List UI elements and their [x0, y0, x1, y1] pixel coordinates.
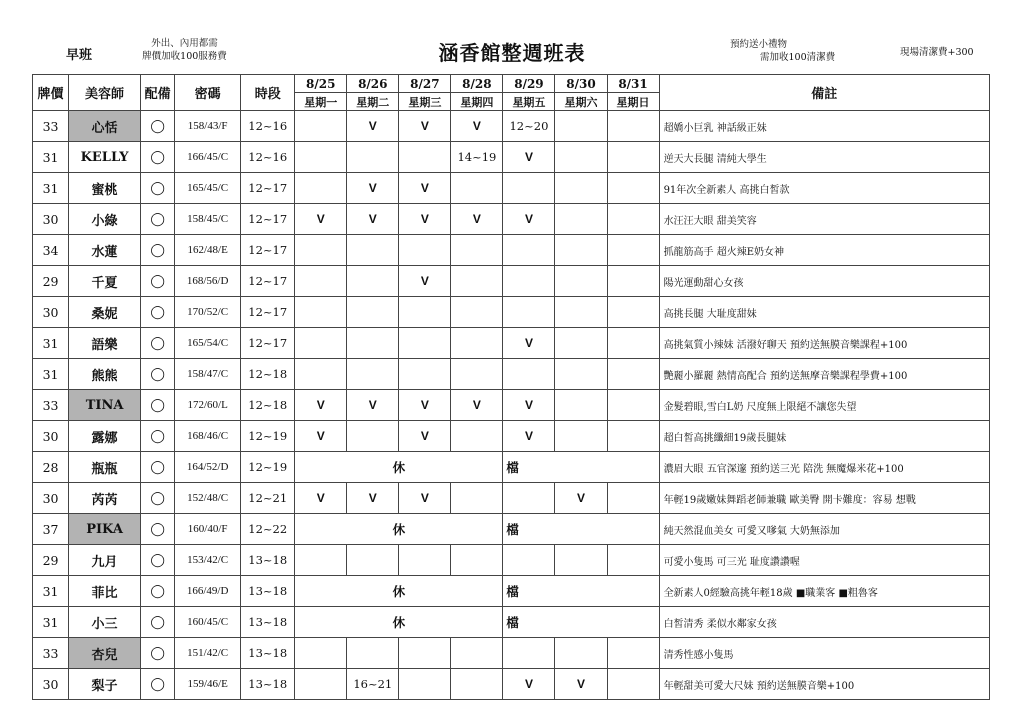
table-row [33, 638, 990, 669]
day-cell: V [503, 142, 555, 173]
fit-circle-icon: ◯ [141, 483, 175, 514]
stylist-name: 梨子 [69, 669, 141, 700]
day-cell [555, 390, 607, 421]
price-cell: 31 [33, 607, 69, 638]
price-cell: 33 [33, 390, 69, 421]
fit-circle-icon: ◯ [141, 235, 175, 266]
day-cell [347, 328, 399, 359]
remark-cell: 水汪汪大眼 甜美笑容 [659, 204, 989, 235]
day-cell: V [451, 111, 503, 142]
remark-cell: 高挑氣質小辣妹 活潑好聊天 預約送無膜音樂課程+100 [659, 328, 989, 359]
table-row [33, 297, 990, 328]
day-cell [607, 390, 659, 421]
day-cell [451, 359, 503, 390]
day-cell: V [347, 111, 399, 142]
page-title: 涵香館整週班表 [438, 41, 586, 65]
day-cell [607, 359, 659, 390]
stylist-name: 語樂 [69, 328, 141, 359]
day-cell [399, 359, 451, 390]
day-cell [503, 483, 555, 514]
col-header-date: 8/31 [607, 75, 659, 93]
stylist-name: 千夏 [69, 266, 141, 297]
day-cell: V [555, 483, 607, 514]
time-cell: 12~21 [241, 483, 295, 514]
day-cell: V [503, 669, 555, 700]
col-header-date: 8/26 [347, 75, 399, 93]
day-cell [399, 638, 451, 669]
day-cell [347, 421, 399, 452]
remark-cell: 91年次全新素人 高挑白皙款 [659, 173, 989, 204]
time-cell: 12~19 [241, 421, 295, 452]
price-cell: 30 [33, 204, 69, 235]
day-cell: V [347, 204, 399, 235]
day-cell [607, 173, 659, 204]
day-cell [555, 204, 607, 235]
day-cell: V [503, 204, 555, 235]
stylist-name: 杏兒 [69, 638, 141, 669]
col-header-weekday: 星期三 [399, 93, 451, 111]
table-row [33, 390, 990, 421]
day-cell [503, 297, 555, 328]
day-cell [607, 266, 659, 297]
day-cell: V [503, 328, 555, 359]
col-header-weekday: 星期五 [503, 93, 555, 111]
rest-cell: 休 [295, 607, 503, 638]
code-cell: 159/46/E [175, 669, 241, 700]
rest-cell: 檔 [503, 607, 659, 638]
day-cell [451, 266, 503, 297]
code-cell: 162/48/E [175, 235, 241, 266]
price-cell: 33 [33, 111, 69, 142]
time-cell: 12~19 [241, 452, 295, 483]
day-cell [503, 173, 555, 204]
fit-circle-icon: ◯ [141, 421, 175, 452]
day-cell [451, 669, 503, 700]
time-cell: 13~18 [241, 545, 295, 576]
code-cell: 168/46/C [175, 421, 241, 452]
day-cell [555, 266, 607, 297]
table-row [33, 545, 990, 576]
stylist-name: 桑妮 [69, 297, 141, 328]
day-cell: V [347, 173, 399, 204]
day-cell [295, 235, 347, 266]
col-header-date: 8/30 [555, 75, 607, 93]
day-cell [451, 421, 503, 452]
col-header-price: 牌價 [33, 75, 69, 111]
stylist-name: 小綠 [69, 204, 141, 235]
day-cell [607, 421, 659, 452]
time-cell: 12~17 [241, 297, 295, 328]
time-cell: 12~16 [241, 142, 295, 173]
stylist-name: 熊熊 [69, 359, 141, 390]
code-cell: 153/42/C [175, 545, 241, 576]
day-cell [295, 173, 347, 204]
day-cell: V [399, 204, 451, 235]
price-cell: 34 [33, 235, 69, 266]
fit-circle-icon: ◯ [141, 669, 175, 700]
day-cell [555, 638, 607, 669]
remark-cell: 超白皙高挑纖細19歲長腿妹 [659, 421, 989, 452]
reservation-note-line2: 需加收100清潔費 [760, 52, 836, 63]
day-cell [347, 545, 399, 576]
code-cell: 165/45/C [175, 173, 241, 204]
day-cell: V [399, 173, 451, 204]
code-cell: 172/60/L [175, 390, 241, 421]
shift-label: 早班 [66, 48, 93, 63]
time-cell: 12~17 [241, 266, 295, 297]
time-cell: 12~17 [241, 173, 295, 204]
day-cell [555, 142, 607, 173]
time-cell: 12~18 [241, 359, 295, 390]
day-cell [347, 297, 399, 328]
table-row [33, 607, 990, 638]
price-cell: 30 [33, 421, 69, 452]
day-cell: V [399, 483, 451, 514]
day-cell: V [399, 390, 451, 421]
day-cell [503, 359, 555, 390]
col-header-date: 8/29 [503, 75, 555, 93]
schedule-table [32, 74, 990, 700]
fit-circle-icon: ◯ [141, 297, 175, 328]
day-cell [451, 328, 503, 359]
col-header-weekday: 星期一 [295, 93, 347, 111]
col-header-date: 8/28 [451, 75, 503, 93]
table-row [33, 452, 990, 483]
day-cell: 14~19 [451, 142, 503, 173]
price-cell: 29 [33, 266, 69, 297]
day-cell: V [347, 390, 399, 421]
fit-circle-icon: ◯ [141, 142, 175, 173]
remark-cell: 清秀性感小隻馬 [659, 638, 989, 669]
col-header-code: 密碼 [175, 75, 241, 111]
day-cell [607, 235, 659, 266]
col-header-weekday: 星期四 [451, 93, 503, 111]
day-cell [607, 328, 659, 359]
table-row [33, 576, 990, 607]
time-cell: 12~17 [241, 235, 295, 266]
day-cell: V [451, 204, 503, 235]
price-cell: 31 [33, 576, 69, 607]
fit-circle-icon: ◯ [141, 607, 175, 638]
fit-circle-icon: ◯ [141, 514, 175, 545]
table-row [33, 669, 990, 700]
fit-circle-icon: ◯ [141, 111, 175, 142]
stylist-name: KELLY [69, 142, 141, 173]
fit-circle-icon: ◯ [141, 204, 175, 235]
col-header-weekday: 星期日 [607, 93, 659, 111]
fit-circle-icon: ◯ [141, 359, 175, 390]
table-row [33, 142, 990, 173]
col-header-weekday: 星期二 [347, 93, 399, 111]
remark-cell: 年輕甜美可愛大尺妹 預約送無膜音樂+100 [659, 669, 989, 700]
day-cell [607, 142, 659, 173]
day-cell [399, 235, 451, 266]
table-row [33, 266, 990, 297]
time-cell: 12~18 [241, 390, 295, 421]
day-cell: V [295, 204, 347, 235]
rest-cell: 休 [295, 576, 503, 607]
code-cell: 152/48/C [175, 483, 241, 514]
day-cell: V [295, 483, 347, 514]
reservation-note-line1: 預約送小禮物 [730, 39, 788, 50]
time-cell: 12~17 [241, 328, 295, 359]
day-cell [555, 545, 607, 576]
price-cell: 28 [33, 452, 69, 483]
day-cell: V [399, 266, 451, 297]
day-cell [555, 111, 607, 142]
fit-circle-icon: ◯ [141, 390, 175, 421]
day-cell [607, 204, 659, 235]
day-cell: V [295, 390, 347, 421]
rest-cell: 檔 [503, 576, 659, 607]
table-row [33, 514, 990, 545]
day-cell [607, 483, 659, 514]
service-fee-note-line1: 外出、內用都需 [151, 38, 218, 49]
stylist-name: 小三 [69, 607, 141, 638]
reservation-note [730, 38, 835, 64]
remark-cell: 金髮碧眼,雪白L奶 尺度無上限絕不讓您失望 [659, 390, 989, 421]
day-cell [295, 638, 347, 669]
col-header-name: 美容師 [69, 75, 141, 111]
code-cell: 160/40/F [175, 514, 241, 545]
col-header-remarks: 備註 [659, 75, 989, 111]
day-cell [607, 297, 659, 328]
fit-circle-icon: ◯ [141, 328, 175, 359]
fit-circle-icon: ◯ [141, 173, 175, 204]
day-cell [503, 266, 555, 297]
remark-cell: 純天然混血美女 可愛又嗲氣 大奶無添加 [659, 514, 989, 545]
stylist-name: 九月 [69, 545, 141, 576]
price-cell: 31 [33, 142, 69, 173]
remark-cell: 白皙清秀 柔似水鄰家女孩 [659, 607, 989, 638]
code-cell: 158/43/F [175, 111, 241, 142]
remark-cell: 超嬌小巨乳 神話級正妹 [659, 111, 989, 142]
day-cell [555, 173, 607, 204]
day-cell [451, 173, 503, 204]
day-cell [607, 545, 659, 576]
day-cell: V [503, 390, 555, 421]
code-cell: 166/49/D [175, 576, 241, 607]
price-cell: 31 [33, 359, 69, 390]
fit-circle-icon: ◯ [141, 638, 175, 669]
price-cell: 30 [33, 669, 69, 700]
stylist-name: 瓶瓶 [69, 452, 141, 483]
day-cell [399, 142, 451, 173]
day-cell [347, 359, 399, 390]
stylist-name: 露娜 [69, 421, 141, 452]
day-cell: V [451, 390, 503, 421]
day-cell [555, 359, 607, 390]
code-cell: 165/54/C [175, 328, 241, 359]
service-fee-note-line2: 牌價加收100服務費 [142, 51, 227, 62]
day-cell: 16~21 [347, 669, 399, 700]
table-row [33, 328, 990, 359]
day-cell [399, 669, 451, 700]
time-cell: 12~22 [241, 514, 295, 545]
day-cell [503, 638, 555, 669]
time-cell: 13~18 [241, 669, 295, 700]
remark-cell: 濃眉大眼 五官深邃 預約送三光 陪洗 無魔爆米花+100 [659, 452, 989, 483]
time-cell: 13~18 [241, 638, 295, 669]
col-header-date: 8/25 [295, 75, 347, 93]
day-cell [295, 669, 347, 700]
day-cell [347, 638, 399, 669]
table-row [33, 421, 990, 452]
stylist-name: TINA [69, 390, 141, 421]
table-row [33, 359, 990, 390]
table-row [33, 204, 990, 235]
day-cell [295, 297, 347, 328]
day-cell: V [347, 483, 399, 514]
remark-cell: 逆天大長腿 清純大學生 [659, 142, 989, 173]
time-cell: 13~18 [241, 576, 295, 607]
rest-cell: 休 [295, 452, 503, 483]
day-cell [451, 297, 503, 328]
day-cell: V [555, 669, 607, 700]
day-cell [607, 669, 659, 700]
price-cell: 31 [33, 328, 69, 359]
stylist-name: 蜜桃 [69, 173, 141, 204]
day-cell: V [503, 421, 555, 452]
day-cell: V [399, 111, 451, 142]
price-cell: 30 [33, 483, 69, 514]
day-cell [503, 545, 555, 576]
time-cell: 13~18 [241, 607, 295, 638]
col-header-weekday: 星期六 [555, 93, 607, 111]
day-cell [295, 111, 347, 142]
code-cell: 164/52/D [175, 452, 241, 483]
day-cell [295, 266, 347, 297]
day-cell [451, 235, 503, 266]
table-row [33, 111, 990, 142]
day-cell [399, 297, 451, 328]
day-cell: 12~20 [503, 111, 555, 142]
day-cell [347, 142, 399, 173]
fit-circle-icon: ◯ [141, 452, 175, 483]
day-cell [347, 266, 399, 297]
rest-cell: 休 [295, 514, 503, 545]
table-row [33, 173, 990, 204]
remark-cell: 抓龍筋高手 超火辣E奶女神 [659, 235, 989, 266]
day-cell [607, 111, 659, 142]
code-cell: 151/42/C [175, 638, 241, 669]
col-header-fit: 配備 [141, 75, 175, 111]
fit-circle-icon: ◯ [141, 576, 175, 607]
stylist-name: PIKA [69, 514, 141, 545]
day-cell [451, 483, 503, 514]
rest-cell: 檔 [503, 514, 659, 545]
price-cell: 37 [33, 514, 69, 545]
remark-cell: 陽光運動甜心女孩 [659, 266, 989, 297]
code-cell: 158/45/C [175, 204, 241, 235]
day-cell [555, 235, 607, 266]
remark-cell: 年輕19歲嫩妹舞蹈老師兼職 歐美臀 開卡難度：容易 想戰 [659, 483, 989, 514]
day-cell [399, 328, 451, 359]
stylist-name: 水蓮 [69, 235, 141, 266]
remark-cell: 可愛小隻馬 可三光 耻度讚讚喔 [659, 545, 989, 576]
cleaning-fee-note: 現場清潔費+300 [900, 47, 974, 58]
day-cell [295, 359, 347, 390]
day-cell [503, 235, 555, 266]
code-cell: 170/52/C [175, 297, 241, 328]
time-cell: 12~16 [241, 111, 295, 142]
code-cell: 158/47/C [175, 359, 241, 390]
stylist-name: 芮芮 [69, 483, 141, 514]
day-cell [607, 638, 659, 669]
day-cell [451, 545, 503, 576]
table-row [33, 483, 990, 514]
price-cell: 30 [33, 297, 69, 328]
remark-cell: 艷麗小羅麗 熱情高配合 預約送無摩音樂課程學費+100 [659, 359, 989, 390]
day-cell [295, 142, 347, 173]
time-cell: 12~17 [241, 204, 295, 235]
stylist-name: 菲比 [69, 576, 141, 607]
stylist-name: 心恬 [69, 111, 141, 142]
price-cell: 31 [33, 173, 69, 204]
table-row [33, 235, 990, 266]
day-cell [347, 235, 399, 266]
code-cell: 168/56/D [175, 266, 241, 297]
day-cell [399, 545, 451, 576]
day-cell [295, 545, 347, 576]
code-cell: 166/45/C [175, 142, 241, 173]
rest-cell: 檔 [503, 452, 659, 483]
day-cell [555, 297, 607, 328]
day-cell [295, 328, 347, 359]
day-cell: V [399, 421, 451, 452]
col-header-date: 8/27 [399, 75, 451, 93]
price-cell: 29 [33, 545, 69, 576]
remark-cell: 全新素人0經驗高挑年輕18歲 ■職業客 ■粗魯客 [659, 576, 989, 607]
col-header-time: 時段 [241, 75, 295, 111]
day-cell [555, 328, 607, 359]
code-cell: 160/45/C [175, 607, 241, 638]
fit-circle-icon: ◯ [141, 545, 175, 576]
remark-cell: 高挑長腿 大耻度甜妹 [659, 297, 989, 328]
fit-circle-icon: ◯ [141, 266, 175, 297]
day-cell [451, 638, 503, 669]
day-cell [555, 421, 607, 452]
price-cell: 33 [33, 638, 69, 669]
day-cell: V [295, 421, 347, 452]
